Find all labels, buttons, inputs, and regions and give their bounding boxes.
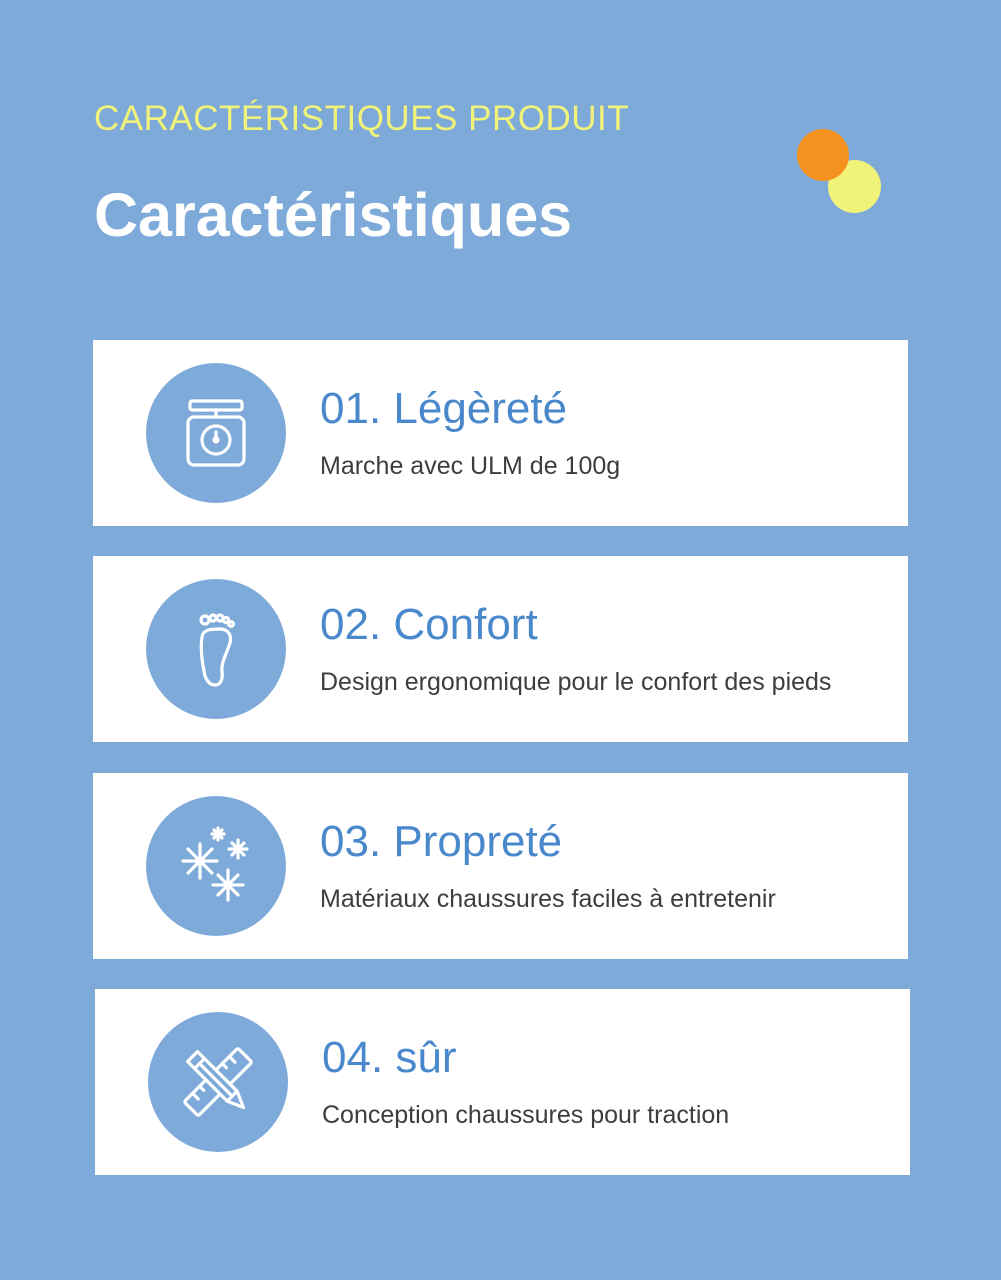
feature-icon-badge (146, 363, 286, 503)
feature-icon-badge (146, 796, 286, 936)
orange-dot-decoration (797, 129, 849, 181)
feature-card-comfort (93, 556, 908, 742)
feature-description: Design ergonomique pour le confort des pieds (320, 668, 832, 696)
foot-icon (176, 609, 256, 689)
feature-card-cleanliness (93, 773, 908, 959)
section-eyebrow: CARACTÉRISTIQUES PRODUIT (94, 99, 630, 138)
pencil-ruler-icon (178, 1042, 258, 1122)
feature-title: 03. Propreté (320, 817, 563, 866)
feature-title: 01. Légèreté (320, 384, 568, 433)
feature-description: Marche avec ULM de 100g (320, 452, 621, 480)
feature-icon-badge (148, 1012, 288, 1152)
scale-icon (176, 393, 256, 473)
feature-description: Matériaux chaussures faciles à entretenir (320, 885, 776, 913)
feature-description: Conception chaussures pour traction (322, 1101, 730, 1129)
sparkle-icon (176, 826, 256, 906)
feature-icon-badge (146, 579, 286, 719)
feature-card-lightness (93, 340, 908, 526)
feature-title: 02. Confort (320, 600, 538, 649)
feature-card-safety (95, 989, 910, 1175)
feature-title: 04. sûr (322, 1033, 457, 1082)
page-title: Caractéristiques (94, 181, 573, 249)
